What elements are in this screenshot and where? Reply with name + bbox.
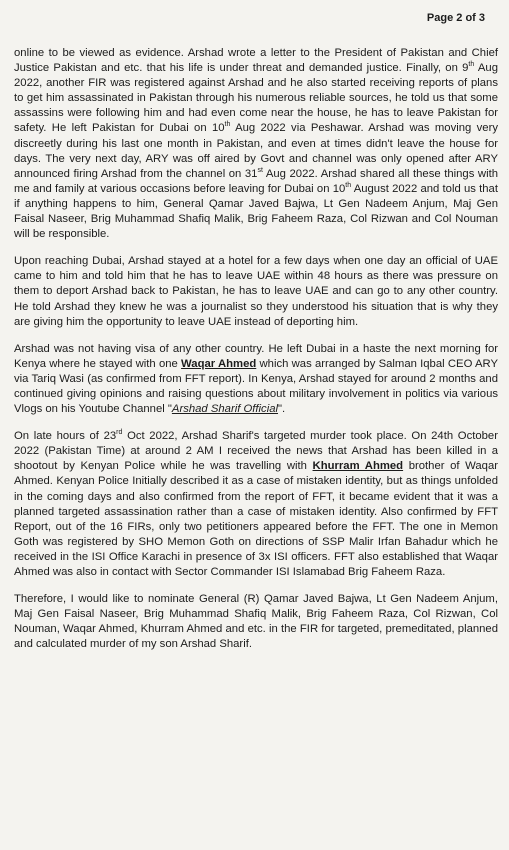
text-run: August 2022 and told us that if anything happens to him, General Qamar Javed Bajwa, Lt Gen Nadeem Anjum, Maj Gen Faisal Naseer, Brig Muhammad Shafiq Malik, Brig Faheem Raza, Col Rizwan and Col Nouman will be responsible. — [14, 182, 498, 241]
text-run: ". — [278, 403, 286, 416]
emphasized-name: Waqar Ahmed — [181, 357, 257, 370]
ordinal-suffix: th — [224, 121, 231, 129]
paragraph-3 — [14, 342, 498, 417]
paragraph-2 — [14, 254, 498, 329]
text-run: Aug 2022 via Peshawar. Arshad was moving very discreetly during his last one month in Pakistan, and even at times didn't leave the house for days. The very next day, ARY was off aired by Govt and channel was only opened after ARY announced firing Arshad from the channel on 31 — [14, 122, 498, 180]
paragraph-5 — [14, 592, 498, 652]
text-run: online to be viewed as evidence. Arshad wrote a letter to the President of Pakistan and Chief Justice Pakistan and etc. that his life is under threat and demanded justice. Finally, on 9 — [14, 47, 498, 75]
text-run: Arshad was not having visa of any other country. He left Dubai in a haste the next morning for Kenya where he stayed with one — [14, 342, 498, 370]
emphasized-name: Khurram Ahmed — [312, 460, 404, 473]
text-run: On late hours of 23 — [14, 430, 117, 443]
text-run: Aug 2022. Arshad shared all these things with me and family at various occasions before leaving for Dubai on 10 — [14, 167, 498, 195]
text-run: which was arranged by Salman Iqbal CEO ARY via Tariq Wasi (as confirmed from FFT report). In Kenya, Arshad stayed for around 2 months and continued giving opinions and raising questions about military involvement in politics via various Vlogs on his Youtube Channel " — [14, 357, 498, 416]
text-run: Oct 2022, Arshad Sharif's targeted murder took place. On 24th October 2022 (Pakistan Time) at around 2 AM I received the news that Arshad has been killed in a shootout by Kenyan Police while he was travelling with — [14, 430, 498, 473]
letter-body — [14, 46, 498, 664]
paragraph-4 — [14, 429, 498, 580]
ordinal-suffix: rd — [116, 429, 123, 437]
paragraph-1 — [14, 46, 498, 242]
ordinal-suffix: th — [345, 182, 352, 190]
text-run: Aug 2022, another FIR was registered against Arshad and he also started receiving reports of plans to get him assassinated in Pakistan through his numerous reliable sources, he told us that some assassins were following him and had even come near the house, he has to leave Pakistan for safety. He left Pakistan for Dubai on 10 — [14, 62, 498, 135]
text-run: brother of Waqar Ahmed. Kenyan Police Initially described it as a case of mistaken identity, but as things unfolded in the coming days and also confirmed from the report of FFT, it became evident that it was a planned targeted assassination rather than a case of mistaken identity. Also confirmed by FFT Report, out of the 16 FIRs, only two petitioners appeared before the FFT. The one in Memon Goth was registered by SHO Memon Goth on directions of SSP Malir Irfan Bahadur which he received in the ISI Office Karachi in presence of 3x ISI officers. FFT also established that Waqar Ahmed was also in contact with Sector Commander ISI Islamabad Brig Faheem Raza. — [14, 460, 498, 578]
page-number: Page 2 of 3 — [426, 12, 485, 24]
emphasized-name: Arshad Sharif Official — [171, 403, 279, 416]
text-run: Upon reaching Dubai, Arshad stayed at a hotel for a few days when one day an official of UAE came to him and told him that he has to leave UAE within 48 hours as there was pressure on them to deport Arshad back to Pakistan, he has to leave UAE and can go to any other country. He told Arshad they knew he was a journalist so they understood his situation that is why they are giving him the opportunity to leave UAE instead of deporting him. — [14, 255, 498, 328]
ordinal-suffix: st — [257, 166, 263, 174]
text-run: Therefore, I would like to nominate General (R) Qamar Javed Bajwa, Lt Gen Nadeem Anjum, Maj Gen Faisal Naseer, Brig Muhammad Shafiq Malik, Brig Faheem Raza, Col Rizwan, Col Nouman, Waqar Ahmed, Khurram Ahmed and etc. in the FIR for targeted, premeditated, planned and calculated murder of my son Arshad Sharif. — [14, 593, 498, 651]
ordinal-suffix: th — [468, 61, 475, 69]
